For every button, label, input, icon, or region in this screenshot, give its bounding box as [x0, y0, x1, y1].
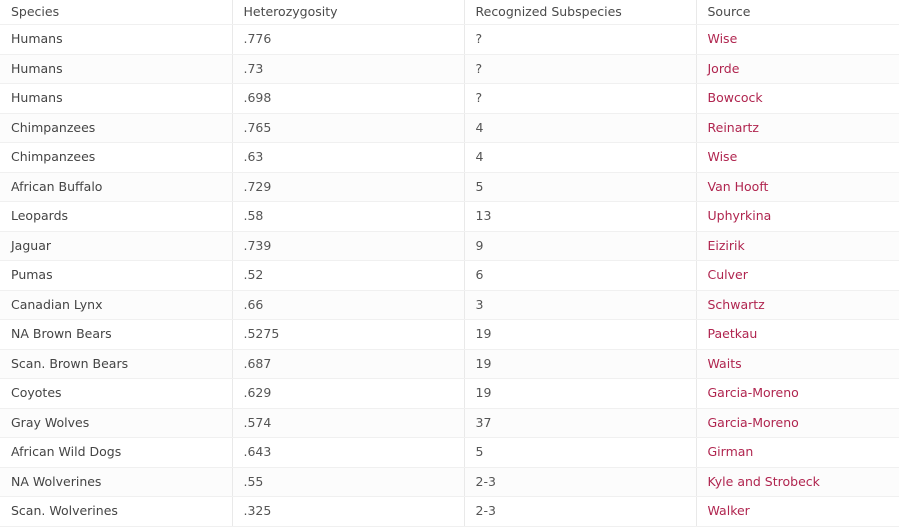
- table-row: [0, 25, 899, 55]
- source-link[interactable]: Kyle and Strobeck: [707, 473, 820, 489]
- table-row: [0, 349, 899, 379]
- table-row: [0, 497, 899, 527]
- table-row: [0, 467, 899, 497]
- header-recognized-subspecies: Recognized Subspecies: [464, 0, 696, 25]
- cell-source: [696, 379, 899, 409]
- table-header: [0, 0, 899, 25]
- cell-source: [696, 172, 899, 202]
- cell-subspecies: 37: [464, 408, 696, 438]
- cell-source: [696, 143, 899, 173]
- cell-subspecies: 19: [464, 320, 696, 350]
- cell-heterozygosity: .58: [232, 202, 464, 232]
- cell-heterozygosity: .66: [232, 290, 464, 320]
- source-link[interactable]: Girman: [707, 444, 754, 459]
- cell-subspecies: 19: [464, 349, 696, 379]
- cell-subspecies: 5: [464, 438, 696, 468]
- cell-source: [696, 261, 899, 291]
- cell-subspecies: 6: [464, 261, 696, 291]
- table-row: [0, 438, 899, 468]
- cell-heterozygosity: .739: [232, 231, 464, 261]
- cell-species: Jaguar: [0, 231, 232, 261]
- header-row: [0, 0, 899, 25]
- cell-source: [696, 113, 899, 143]
- cell-species: Gray Wolves: [0, 408, 232, 438]
- cell-source: [696, 467, 899, 497]
- cell-species: Scan. Brown Bears: [0, 349, 232, 379]
- cell-heterozygosity: .629: [232, 379, 464, 409]
- cell-source: [696, 349, 899, 379]
- source-link[interactable]: Garcia-Moreno: [707, 385, 799, 400]
- cell-source: [696, 202, 899, 232]
- source-link[interactable]: Eizirik: [707, 237, 745, 253]
- cell-heterozygosity: .765: [232, 113, 464, 143]
- cell-subspecies: 5: [464, 172, 696, 202]
- table-row: [0, 379, 899, 409]
- cell-heterozygosity: .55: [232, 467, 464, 497]
- cell-heterozygosity: .5275: [232, 320, 464, 350]
- cell-species: Humans: [0, 84, 232, 114]
- cell-species: Humans: [0, 54, 232, 84]
- cell-source: [696, 25, 899, 55]
- cell-species: NA Brown Bears: [0, 320, 232, 350]
- header-heterozygosity: Heterozygosity: [232, 0, 464, 25]
- source-link[interactable]: Paetkau: [707, 326, 758, 341]
- source-link[interactable]: Walker: [707, 503, 750, 518]
- cell-species: African Wild Dogs: [0, 438, 232, 468]
- source-link[interactable]: Reinartz: [707, 119, 759, 135]
- cell-subspecies: 19: [464, 379, 696, 409]
- cell-species: Chimpanzees: [0, 113, 232, 143]
- header-source: Source: [696, 0, 899, 25]
- cell-subspecies: 2-3: [464, 467, 696, 497]
- table-row: [0, 172, 899, 202]
- table-row: [0, 290, 899, 320]
- cell-subspecies: ?: [464, 54, 696, 84]
- source-link[interactable]: Wise: [707, 31, 738, 46]
- cell-subspecies: 4: [464, 143, 696, 173]
- source-link[interactable]: Garcia-Moreno: [707, 414, 799, 430]
- cell-source: [696, 231, 899, 261]
- cell-species: Leopards: [0, 202, 232, 232]
- table-row: [0, 202, 899, 232]
- cell-subspecies: 2-3: [464, 497, 696, 527]
- cell-species: Chimpanzees: [0, 143, 232, 173]
- cell-species: African Buffalo: [0, 172, 232, 202]
- cell-heterozygosity: .574: [232, 408, 464, 438]
- cell-species: Humans: [0, 25, 232, 55]
- table-row: [0, 408, 899, 438]
- table-row: [0, 231, 899, 261]
- table-row: [0, 54, 899, 84]
- cell-subspecies: 13: [464, 202, 696, 232]
- cell-heterozygosity: .687: [232, 349, 464, 379]
- cell-subspecies: ?: [464, 84, 696, 114]
- source-link[interactable]: Jorde: [707, 60, 740, 76]
- cell-species: Pumas: [0, 261, 232, 291]
- source-link[interactable]: Van Hooft: [707, 178, 769, 194]
- cell-species: Canadian Lynx: [0, 290, 232, 320]
- cell-source: [696, 320, 899, 350]
- cell-source: [696, 54, 899, 84]
- cell-subspecies: 4: [464, 113, 696, 143]
- cell-source: [696, 408, 899, 438]
- cell-heterozygosity: .73: [232, 54, 464, 84]
- cell-species: Scan. Wolverines: [0, 497, 232, 527]
- cell-heterozygosity: .325: [232, 497, 464, 527]
- cell-species: Coyotes: [0, 379, 232, 409]
- source-link[interactable]: Bowcock: [707, 90, 763, 105]
- source-link[interactable]: Schwartz: [707, 296, 765, 312]
- cell-subspecies: 3: [464, 290, 696, 320]
- source-link[interactable]: Wise: [707, 149, 738, 164]
- cell-heterozygosity: .52: [232, 261, 464, 291]
- cell-species: NA Wolverines: [0, 467, 232, 497]
- table-row: [0, 84, 899, 114]
- cell-heterozygosity: .729: [232, 172, 464, 202]
- table-row: [0, 261, 899, 291]
- cell-source: [696, 497, 899, 527]
- cell-heterozygosity: .63: [232, 143, 464, 173]
- cell-heterozygosity: .643: [232, 438, 464, 468]
- source-link[interactable]: Culver: [707, 267, 748, 282]
- source-link[interactable]: Waits: [707, 355, 742, 371]
- cell-source: [696, 290, 899, 320]
- table-row: [0, 113, 899, 143]
- table-body: [0, 25, 899, 527]
- cell-source: [696, 84, 899, 114]
- cell-heterozygosity: .698: [232, 84, 464, 114]
- cell-heterozygosity: .776: [232, 25, 464, 55]
- header-species: Species: [0, 0, 232, 25]
- table-row: [0, 143, 899, 173]
- cell-source: [696, 438, 899, 468]
- cell-subspecies: ?: [464, 25, 696, 55]
- source-link[interactable]: Uphyrkina: [707, 208, 772, 223]
- table-row: [0, 320, 899, 350]
- cell-subspecies: 9: [464, 231, 696, 261]
